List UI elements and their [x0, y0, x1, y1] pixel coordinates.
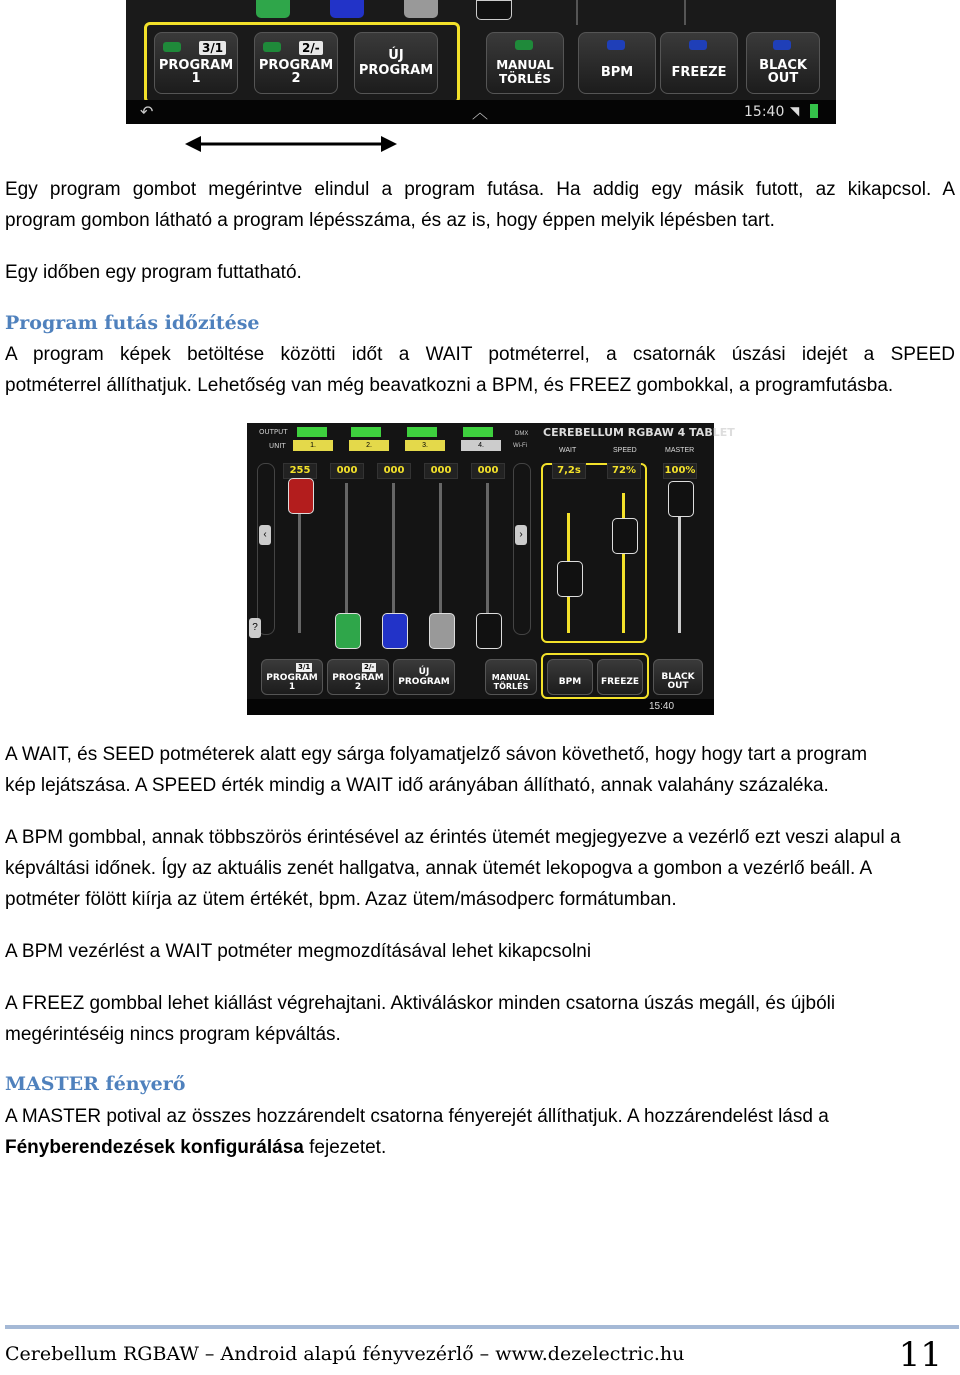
red-fader[interactable] [288, 478, 314, 514]
manual-delete-button[interactable]: MANUAL TÖRLÉS [486, 32, 564, 94]
green-fader[interactable] [335, 613, 361, 649]
program-1-button[interactable]: 3/1 PROGRAM 1 [154, 32, 238, 94]
battery-icon [810, 104, 818, 118]
paragraph-3: A program képek betöltése közötti időt a WAIT potméterrel, a csatornák úszási idejét a SPEED [5, 344, 955, 365]
paragraph-7b: megérintéséig nincs program képváltás. [5, 1024, 341, 1045]
paragraph-7: A FREEZ gombbal lehet kiállást végrehajtani. Aktiváláskor minden csatorna úszás megáll, és újbóli [5, 993, 836, 1014]
blue-fader[interactable] [382, 613, 408, 649]
master-value: 100% [663, 463, 697, 479]
clock: 15:40 [744, 104, 785, 120]
footer-rule [5, 1325, 959, 1329]
help-button[interactable]: ? [249, 618, 261, 638]
paragraph-3b: potméterrel állíthatjuk. Lehetőség van még beavatkozni a BPM, és FREEZ gombokkal, a programfutásba. [5, 375, 894, 396]
paragraph-4: A WAIT, és SEED potméterek alatt egy sárga folyamatjelző sávon követhető, hogy hogy tart a program [5, 744, 868, 765]
wifi-icon: ◥ [790, 104, 800, 118]
program-2-button[interactable]: 2/- PROGRAM 2 [254, 32, 338, 94]
unit-2[interactable]: 2. [349, 440, 389, 451]
speed-fader[interactable] [612, 518, 638, 554]
white-fader[interactable] [429, 613, 455, 649]
heading-program-timing: Program futás időzítése [5, 312, 260, 334]
paragraph-4b: kép lejátszása. A SPEED érték mindig a WAIT idő arányában állítható, annak valahány százaléka. [5, 775, 829, 796]
chevron-left-icon[interactable]: ‹ [259, 525, 271, 545]
paragraph-5: A BPM gombbal, annak többszörös érintésével az érintés ütemét megjegyezve a vezérlő ezt veszi alapul a [5, 827, 901, 848]
heading-master: MASTER fényerő [5, 1073, 186, 1095]
bpm-button[interactable]: BPM [547, 659, 593, 695]
unit-1[interactable]: 1. [293, 440, 333, 451]
android-nav-bar: 15:40 [247, 699, 714, 715]
unit-3[interactable]: 3. [405, 440, 445, 451]
white-fader-knob [404, 0, 438, 18]
double-arrow [185, 134, 397, 154]
tablet-screenshot: OUTPUT UNIT 1. 2. 3. 4. DMX Wi-Fi CEREBELLUM RGBAW 4 TABLET 255 000 000 000 000 ‹ › ? WAIT SPEED MASTER 7,2s 72% 100% 3/1 PROGRAM 1 2/- PROGRAM 2 ÚJ PROGRAM MANUAL TÖRLÉS BPM FREEZE BLACK OUT 15:40 [247, 423, 714, 715]
unit-label: UNIT [269, 442, 286, 450]
black-fader-knob [476, 0, 512, 20]
blackout-button[interactable]: BLACK OUT [746, 32, 820, 94]
master-fader[interactable] [668, 481, 694, 517]
footer-text: Cerebellum RGBAW – Android alapú fényvezérlő – www.dezelectric.hu [5, 1343, 685, 1365]
program-1-button[interactable]: 3/1 PROGRAM 1 [261, 659, 323, 695]
config-reference: Fényberendezések konfigurálása [5, 1137, 304, 1158]
speed-value: 72% [607, 463, 641, 479]
blue-fader-knob [330, 0, 364, 18]
back-icon[interactable]: ↶ [140, 104, 154, 121]
bpm-button[interactable]: BPM [578, 32, 656, 94]
wait-value: 7,2s [552, 463, 586, 479]
paragraph-8b: Fényberendezések konfigurálása fejezetet. [5, 1137, 387, 1158]
paragraph-8: A MASTER potival az összes hozzárendelt csatorna fényerejét állíthatjuk. A hozzárendelést lásd a [5, 1106, 829, 1127]
new-program-button[interactable]: ÚJ PROGRAM [354, 32, 438, 94]
page-number: 11 [898, 1335, 942, 1375]
new-program-button[interactable]: ÚJ PROGRAM [393, 659, 455, 695]
program-2-button[interactable]: 2/- PROGRAM 2 [327, 659, 389, 695]
top-screenshot [126, 0, 836, 124]
amber-fader[interactable] [476, 613, 502, 649]
unit-4[interactable]: 4. [461, 440, 501, 451]
brand-title: CEREBELLUM RGBAW 4 TABLET [543, 426, 735, 439]
paragraph-2: Egy időben egy program futtatható. [5, 262, 302, 283]
paragraph-6: A BPM vezérlést a WAIT potméter megmozdításával lehet kikapcsolni [5, 941, 592, 962]
wait-fader[interactable] [557, 561, 583, 597]
chevron-right-icon[interactable]: › [515, 525, 527, 545]
freeze-button[interactable]: FREEZE [660, 32, 738, 94]
freeze-button[interactable]: FREEZE [597, 659, 643, 695]
output-label: OUTPUT [259, 428, 288, 436]
paragraph-5c: potméter fölött kiírja az ütem értékét, bpm. Azaz ütem/másodperc formátumban. [5, 889, 677, 910]
chevron-up-icon[interactable]: ︿ [472, 105, 489, 122]
paragraph-1: Egy program gombot megérintve elindul a program futása. Ha addig egy másik futott, az kikapcsol. A [5, 179, 955, 200]
green-fader-knob [256, 0, 290, 18]
blackout-button[interactable]: BLACK OUT [653, 659, 703, 695]
paragraph-5b: képváltási időnek. Így az aktuális zenét hallgatva, annak ütemét lekopogva a gombon a vezérlő beáll. A [5, 858, 873, 879]
android-nav-bar [126, 100, 836, 124]
paragraph-1b: program gombon látható a program lépésszáma, és az is, hogy éppen melyik lépésben tart. [5, 210, 775, 231]
manual-delete-button[interactable]: MANUAL TÖRLÉS [485, 659, 537, 695]
